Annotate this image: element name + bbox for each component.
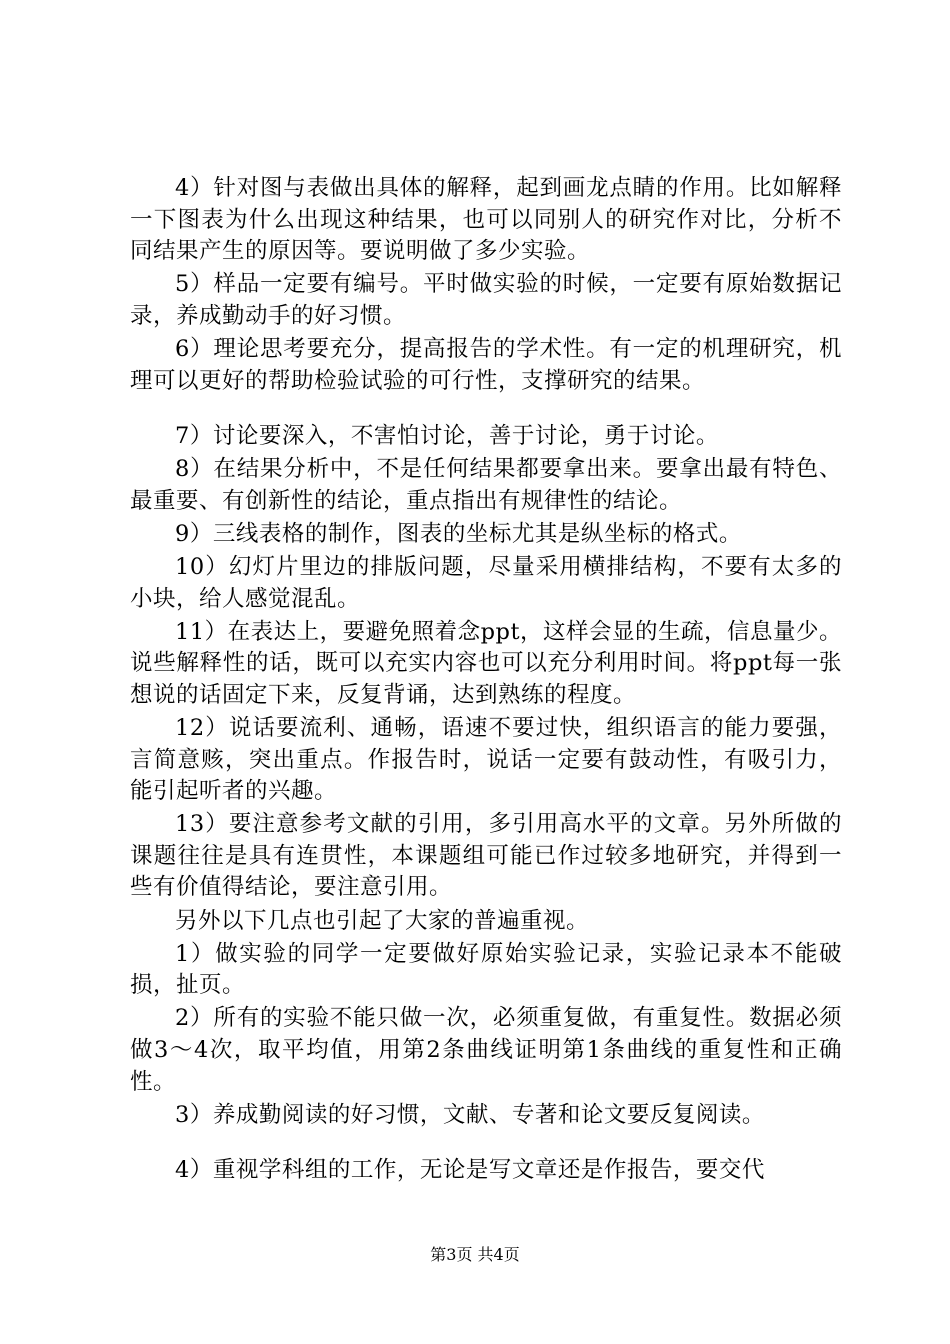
page-footer: 第3页 共4页: [430, 1245, 520, 1264]
paragraph: 9）三线表格的制作，图表的坐标尤其是纵坐标的格式。: [175, 520, 742, 547]
paragraph: 12）说话要流利、通畅，语速不要过快，组织语言的能力要强，言简意赅，突出重点。作报告时，说话一定要有鼓动性，有吸引力，能引起听者的兴趣。: [130, 715, 842, 805]
paragraph: 4）重视学科组的工作，无论是写文章还是作报告，要交代: [175, 1157, 765, 1184]
document-body: [130, 173, 842, 1187]
paragraph: 11）在表达上，要避免照着念ppt，这样会显的生疏，信息量少。说些解释性的话，既可以充实内容也可以充分利用时间。将ppt每一张想说的话固定下来，反复背诵，达到熟练的程度。: [130, 618, 842, 708]
paragraph: 3）养成勤阅读的好习惯，文献、专著和论文要反复阅读。: [175, 1101, 765, 1128]
paragraph: 1）做实验的同学一定要做好原始实验记录，实验记录本不能破损，扯页。: [130, 940, 842, 999]
paragraph: 7）讨论要深入，不害怕讨论，善于讨论，勇于讨论。: [175, 423, 719, 450]
paragraph: 另外以下几点也引起了大家的普遍重视。: [175, 907, 590, 934]
paragraph: 6）理论思考要充分，提高报告的学术性。有一定的机理研究，机理可以更好的帮助检验试验的可行性，支撑研究的结果。: [130, 335, 842, 394]
paragraph: 4）针对图与表做出具体的解释，起到画龙点睛的作用。比如解释一下图表为什么出现这种结果，也可以同别人的研究作对比，分析不同结果产生的原因等。要说明做了多少实验。: [130, 175, 842, 265]
paragraph: 5）样品一定要有编号。平时做实验的时候，一定要有原始数据记录，养成勤动手的好习惯。: [130, 271, 842, 329]
paragraph: 8）在结果分析中，不是任何结果都要拿出来。要拿出最有特色、最重要、有创新性的结论，重点指出有规律性的结论。: [130, 456, 842, 514]
paragraph: 13）要注意参考文献的引用，多引用高水平的文章。另外所做的课题往往是具有连贯性，本课题组可能已作过较多地研究，并得到一些有价值得结论，要注意引用。: [130, 811, 842, 901]
paragraph: 10）幻灯片里边的排版问题，尽量采用横排结构，不要有太多的小块，给人感觉混乱。: [130, 554, 842, 612]
paragraph: 2）所有的实验不能只做一次，必须重复做，有重复性。数据必须做3～4次，取平均值，用第2条曲线证明第1条曲线的重复性和正确性。: [130, 1005, 842, 1095]
